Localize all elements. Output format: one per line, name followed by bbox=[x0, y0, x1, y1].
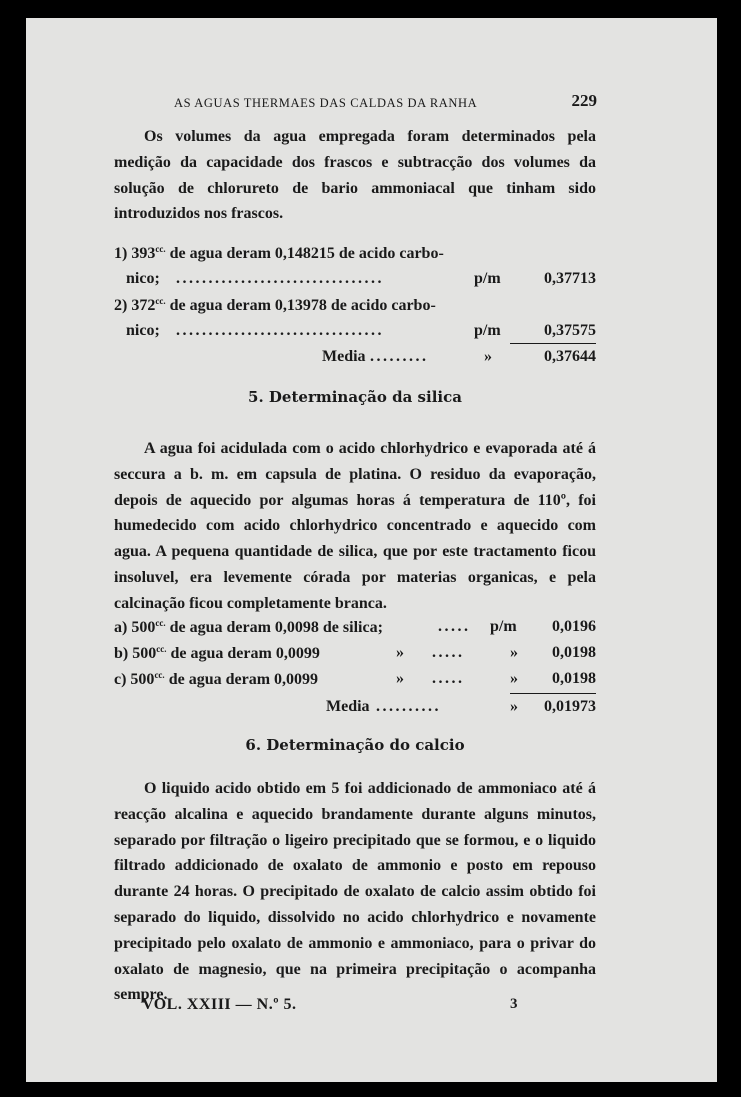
silica-b-mark-1: » bbox=[396, 644, 404, 661]
signature-mark: 3 bbox=[510, 996, 518, 1012]
result-1-dots: ................................ bbox=[176, 270, 384, 287]
result-2-sup: cc. bbox=[155, 296, 166, 306]
result-1-sup: cc. bbox=[155, 244, 166, 254]
media-1-label: Media bbox=[322, 348, 366, 365]
running-title: AS AGUAS THERMAES DAS CALDAS DA RANHA bbox=[174, 96, 478, 110]
silica-b-mark-2: » bbox=[510, 644, 518, 661]
result-2-unit: p/m bbox=[474, 322, 501, 339]
silica-c-label: c) 500 bbox=[114, 671, 155, 688]
section-5-paragraph: A agua foi acidulada com o acido chlorhydrico e evaporada até á seccura a b. m. em capsula de platina. O residuo da evaporação, depois de aquecido por algumas horas á temperatura de 110º, foi humedecido com acido chlorhydrico concentrado e aquecido com agua. A pequena quantidade de silica, que por este tractamento ficou insoluvel, era levemente córada por materias organicas, e pela calcinação ficou completamente branca. bbox=[114, 440, 596, 612]
silica-c-value: 0,0198 bbox=[552, 670, 596, 687]
silica-a-value: 0,0196 bbox=[552, 618, 596, 635]
silica-b-dots: ..... bbox=[432, 644, 465, 661]
silica-b-text: de agua deram 0,0099 bbox=[166, 645, 320, 662]
volume-footer: VOL. XXIII — N.º 5. bbox=[142, 996, 297, 1013]
sum-rule-2 bbox=[510, 693, 596, 694]
section-6-paragraph: O liquido acido obtido em 5 foi addicionado de ammoniaco até á reacção alcalina e aquecido brandamente durante alguns minutos, separado por filtração o ligeiro precipitado que se formou, e o liquido filtrado addicionado de oxalato de ammonio e posto em repouso durante 24 horas. O precipitado de oxalato de calcio assim obtido foi separado do liquido, dissolvido no acido chlorhydrico e novamente precipitado pelo oxalato de ammonio e ammoniaco, para o privar do oxalato de magnesio, que na primeira precipitação o acompanha sempre. bbox=[114, 780, 596, 1004]
result-line-1a bbox=[114, 244, 596, 270]
media-1-dots: ......... bbox=[370, 348, 429, 365]
silica-a-sup: cc. bbox=[155, 618, 166, 628]
result-2-continuation: nico; bbox=[126, 322, 160, 339]
result-1-value: 0,37713 bbox=[544, 270, 596, 287]
media-2-dots: .......... bbox=[376, 698, 441, 715]
result-1-text: de agua deram 0,148215 de acido carbo- bbox=[165, 245, 444, 262]
media-2-mark: » bbox=[510, 698, 518, 715]
result-2-label: 2) 372 bbox=[114, 297, 156, 314]
paragraph-volumes: Os volumes da agua empregada foram determinados pela medição da capacidade dos frascos e subtracção dos volumes da solução de chlorureto de bario ammoniacal que tinham sido introduzidos nos frascos. bbox=[114, 128, 596, 223]
sum-rule-1 bbox=[510, 343, 596, 344]
media-line-2 bbox=[114, 698, 596, 724]
result-1-continuation: nico; bbox=[126, 270, 160, 287]
section-6-heading: 6. Determinação do calcio bbox=[245, 736, 465, 754]
silica-a-dots: ..... bbox=[438, 618, 471, 635]
result-line-2a bbox=[114, 296, 596, 322]
media-1-value: 0,37644 bbox=[544, 348, 596, 365]
media-2-value: 0,01973 bbox=[544, 698, 596, 715]
result-1-unit: p/m bbox=[474, 270, 501, 287]
result-line-2b bbox=[114, 322, 596, 348]
silica-c-mark-2: » bbox=[510, 670, 518, 687]
silica-line-b bbox=[114, 644, 596, 670]
result-2-value: 0,37575 bbox=[544, 322, 596, 339]
silica-c-mark-1: » bbox=[396, 670, 404, 687]
document-page bbox=[26, 18, 717, 1082]
silica-b-label: b) 500 bbox=[114, 645, 157, 662]
result-2-dots: ................................ bbox=[176, 322, 384, 339]
silica-c-dots: ..... bbox=[432, 670, 465, 687]
section-5-heading: 5. Determinação da silica bbox=[248, 388, 462, 406]
silica-a-text: de agua deram 0,0098 de silica; bbox=[165, 619, 383, 636]
silica-b-sup: cc. bbox=[156, 644, 167, 654]
result-line-1b bbox=[114, 270, 596, 296]
result-1-label: 1) 393 bbox=[114, 245, 156, 262]
silica-c-text: de agua deram 0,0099 bbox=[164, 671, 319, 688]
media-1-mark: » bbox=[484, 348, 492, 365]
result-2-text: de agua deram 0,13978 de acido carbo- bbox=[165, 297, 436, 314]
silica-b-value: 0,0198 bbox=[552, 644, 596, 661]
silica-a-unit: p/m bbox=[490, 618, 517, 635]
page-number: 229 bbox=[571, 91, 597, 110]
silica-c-sup: cc. bbox=[154, 670, 165, 680]
silica-a-label: a) 500 bbox=[114, 619, 156, 636]
media-2-label: Media bbox=[326, 698, 370, 715]
silica-line-a bbox=[114, 618, 596, 644]
media-line-1 bbox=[114, 348, 596, 374]
